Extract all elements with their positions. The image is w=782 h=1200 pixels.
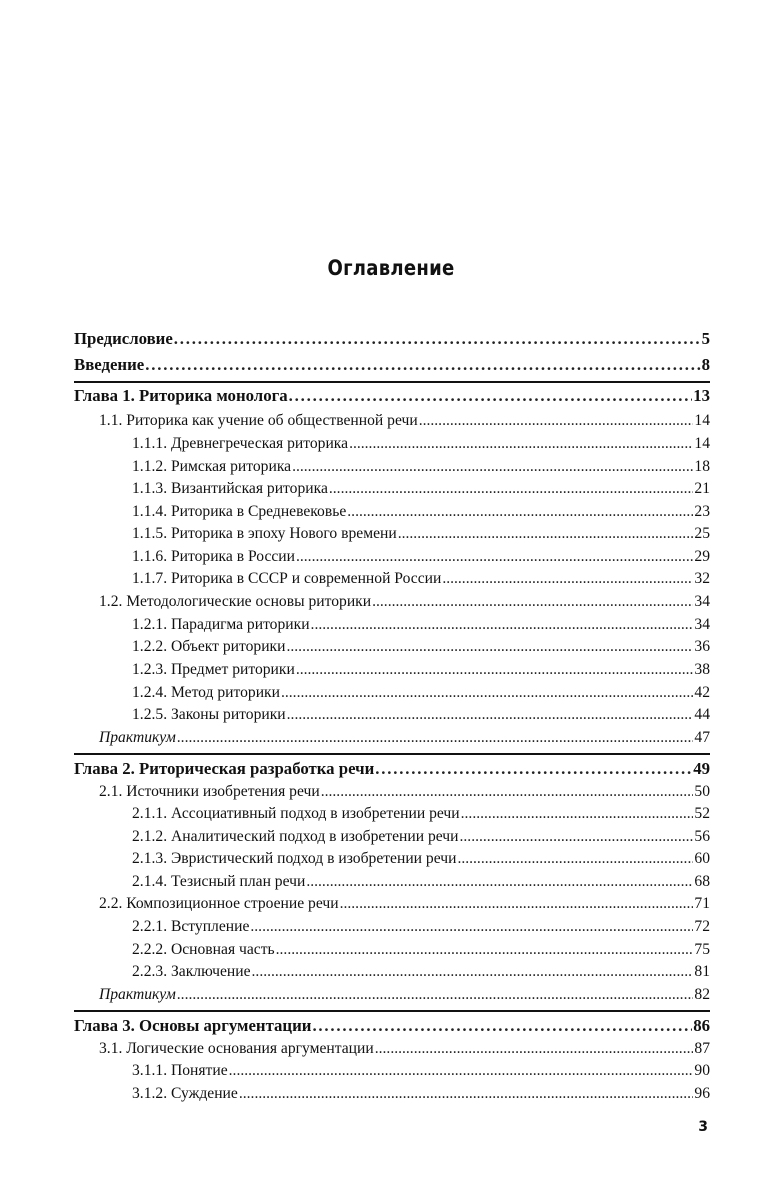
toc-entry[interactable] bbox=[99, 782, 710, 802]
toc-entry[interactable] bbox=[74, 386, 710, 406]
section-divider bbox=[74, 1010, 710, 1012]
toc-entry[interactable] bbox=[132, 849, 710, 869]
section-divider bbox=[74, 753, 710, 755]
toc-entry-title: 2.1.1. Ассоциативный подход в изобретении речи bbox=[132, 805, 460, 822]
dot-leader bbox=[311, 615, 694, 635]
toc-entry-page: 81 bbox=[694, 963, 710, 980]
toc-entry-title: Практикум bbox=[99, 986, 176, 1003]
toc-entry[interactable] bbox=[99, 1039, 710, 1059]
toc-entry-title: Практикум bbox=[99, 729, 176, 746]
toc-entry-page: 75 bbox=[694, 941, 710, 958]
dot-leader bbox=[349, 434, 693, 454]
toc-entry-title: 2.1.4. Тезисный план речи bbox=[132, 873, 306, 890]
dot-leader bbox=[287, 705, 694, 725]
toc-entry-page: 87 bbox=[694, 1040, 710, 1057]
toc-entry[interactable] bbox=[132, 705, 710, 725]
toc-entry-title: 1.2.1. Парадигма риторики bbox=[132, 616, 310, 633]
toc-entry[interactable] bbox=[132, 917, 710, 937]
toc-entry-title: 1.2. Методологические основы риторики bbox=[99, 593, 372, 610]
toc-entry-title: 1.1.5. Риторика в эпоху Нового времени bbox=[132, 525, 397, 542]
toc-entry-title: 1.1.3. Византийская риторика bbox=[132, 480, 328, 497]
dot-leader bbox=[457, 849, 693, 869]
toc-entry[interactable] bbox=[99, 411, 710, 431]
toc-entry[interactable] bbox=[132, 683, 710, 703]
toc-entry-title: 2.2. Композиционное строение речи bbox=[99, 895, 339, 912]
toc-entry-page: 44 bbox=[694, 706, 710, 723]
toc-entry-page: 96 bbox=[694, 1085, 710, 1102]
dot-leader bbox=[229, 1061, 694, 1081]
dot-leader bbox=[312, 1016, 692, 1036]
dot-leader bbox=[174, 329, 701, 349]
dot-leader bbox=[398, 524, 694, 544]
toc-entry[interactable] bbox=[132, 660, 710, 680]
toc-entry-page: 42 bbox=[694, 684, 710, 701]
dot-leader bbox=[461, 804, 694, 824]
dot-leader bbox=[321, 782, 694, 802]
toc-entry-page: 21 bbox=[694, 480, 710, 497]
toc-entry[interactable] bbox=[99, 728, 710, 748]
toc-entry-page: 56 bbox=[694, 828, 710, 845]
dot-leader bbox=[292, 457, 693, 477]
toc-entry-page: 52 bbox=[694, 805, 710, 822]
toc-entry[interactable] bbox=[132, 827, 710, 847]
toc-entry[interactable] bbox=[132, 940, 710, 960]
dot-leader bbox=[442, 569, 693, 589]
toc-entry[interactable] bbox=[132, 547, 710, 567]
dot-leader bbox=[375, 759, 692, 779]
toc-entry-title: 3.1.1. Понятие bbox=[132, 1062, 228, 1079]
toc-entry-page: 82 bbox=[694, 986, 710, 1003]
toc-entry-page: 49 bbox=[693, 759, 710, 778]
toc-entry[interactable] bbox=[132, 615, 710, 635]
dot-leader bbox=[329, 479, 694, 499]
page-title: Оглавление bbox=[327, 256, 455, 280]
toc-entry-page: 38 bbox=[694, 661, 710, 678]
toc-entry-page: 60 bbox=[694, 850, 710, 867]
toc-entry-page: 13 bbox=[693, 386, 710, 405]
toc-entry-page: 47 bbox=[694, 729, 710, 746]
toc-entry[interactable] bbox=[132, 637, 710, 657]
page-number: 3 bbox=[698, 1119, 708, 1135]
toc-entry-title: 3.1. Логические основания аргументации bbox=[99, 1040, 374, 1057]
toc-entry-page: 71 bbox=[694, 895, 710, 912]
toc-entry-page: 23 bbox=[694, 503, 710, 520]
toc-entry-title: 2.1. Источники изобретения речи bbox=[99, 783, 320, 800]
dot-leader bbox=[177, 985, 694, 1005]
toc-entry-page: 50 bbox=[694, 783, 710, 800]
toc-entry-title: 2.1.2. Аналитический подход в изобретении речи bbox=[132, 828, 459, 845]
toc-entry-title: 2.2.1. Вступление bbox=[132, 918, 250, 935]
dot-leader bbox=[286, 637, 693, 657]
toc-entry-title: 3.1.2. Суждение bbox=[132, 1085, 238, 1102]
toc-entry-page: 14 bbox=[694, 435, 710, 452]
toc-entry-page: 34 bbox=[694, 616, 710, 633]
dot-leader bbox=[347, 502, 693, 522]
toc-entry-page: 86 bbox=[693, 1016, 710, 1035]
toc-entry-title: 1.1.2. Римская риторика bbox=[132, 458, 292, 475]
toc-entry-page: 5 bbox=[701, 329, 710, 348]
dot-leader bbox=[296, 547, 693, 567]
toc-entry[interactable] bbox=[132, 804, 710, 824]
toc-entry-page: 29 bbox=[694, 548, 710, 565]
toc-entry-title: 2.1.3. Эвристический подход в изобретении речи bbox=[132, 850, 457, 867]
dot-leader bbox=[375, 1039, 694, 1059]
dot-leader bbox=[252, 962, 694, 982]
toc-entry-page: 72 bbox=[694, 918, 710, 935]
toc-entry[interactable] bbox=[132, 569, 710, 589]
toc-entry[interactable] bbox=[132, 1061, 710, 1081]
dot-leader bbox=[177, 728, 694, 748]
dot-leader bbox=[289, 386, 693, 406]
toc-entry-title: 1.1.7. Риторика в СССР и современной России bbox=[132, 570, 442, 587]
dot-leader bbox=[419, 411, 694, 431]
toc-entry-page: 14 bbox=[694, 412, 710, 429]
toc-entry[interactable] bbox=[132, 524, 710, 544]
toc-entry-title: 1.2.3. Предмет риторики bbox=[132, 661, 295, 678]
toc-entry-page: 90 bbox=[694, 1062, 710, 1079]
dot-leader bbox=[281, 683, 693, 703]
dot-leader bbox=[250, 917, 693, 937]
toc-entry[interactable] bbox=[74, 355, 710, 375]
toc-entry-title: 1.1.6. Риторика в России bbox=[132, 548, 295, 565]
toc-entry-title: Глава 1. Риторика монолога bbox=[74, 386, 288, 405]
toc-entry[interactable] bbox=[132, 962, 710, 982]
toc-entry[interactable] bbox=[74, 329, 710, 349]
toc-entry[interactable] bbox=[132, 872, 710, 892]
dot-leader bbox=[296, 660, 694, 680]
dot-leader bbox=[145, 355, 700, 375]
toc-entry[interactable] bbox=[99, 894, 710, 914]
toc-entry-title: Глава 2. Риторическая разработка речи bbox=[74, 759, 375, 778]
toc-entry-title: Введение bbox=[74, 355, 145, 374]
toc-entry[interactable] bbox=[99, 592, 710, 612]
toc-entry-title: 1.1.4. Риторика в Средневековье bbox=[132, 503, 347, 520]
toc-entry-title: 1.1. Риторика как учение об общественной речи bbox=[99, 412, 418, 429]
dot-leader bbox=[340, 894, 694, 914]
toc-entry-title: 2.2.2. Основная часть bbox=[132, 941, 275, 958]
toc-entry[interactable] bbox=[132, 457, 710, 477]
toc-entry-title: 1.2.4. Метод риторики bbox=[132, 684, 280, 701]
toc-entry[interactable] bbox=[74, 759, 710, 779]
toc-entry-title: Предисловие bbox=[74, 329, 173, 348]
toc-entry[interactable] bbox=[99, 985, 710, 1005]
toc-entry-page: 68 bbox=[694, 873, 710, 890]
dot-leader bbox=[372, 592, 693, 612]
toc-entry-page: 34 bbox=[694, 593, 710, 610]
toc-entry-page: 36 bbox=[694, 638, 710, 655]
toc-entry[interactable] bbox=[132, 1084, 710, 1104]
dot-leader bbox=[276, 940, 694, 960]
dot-leader bbox=[460, 827, 694, 847]
toc-entry[interactable] bbox=[132, 502, 710, 522]
toc-entry-title: 1.2.5. Законы риторики bbox=[132, 706, 286, 723]
toc-entry-page: 8 bbox=[701, 355, 710, 374]
toc-entry[interactable] bbox=[132, 434, 710, 454]
dot-leader bbox=[306, 872, 693, 892]
toc-entry-page: 25 bbox=[694, 525, 710, 542]
toc-entry[interactable] bbox=[74, 1016, 710, 1036]
dot-leader bbox=[239, 1084, 694, 1104]
toc-entry[interactable] bbox=[132, 479, 710, 499]
toc-entry-title: 1.2.2. Объект риторики bbox=[132, 638, 286, 655]
section-divider bbox=[74, 381, 710, 383]
toc-entry-title: Глава 3. Основы аргументации bbox=[74, 1016, 312, 1035]
toc-entry-title: 1.1.1. Древнегреческая риторика bbox=[132, 435, 349, 452]
toc-entry-page: 32 bbox=[694, 570, 710, 587]
toc-entry-page: 18 bbox=[694, 458, 710, 475]
toc-entry-title: 2.2.3. Заключение bbox=[132, 963, 251, 980]
